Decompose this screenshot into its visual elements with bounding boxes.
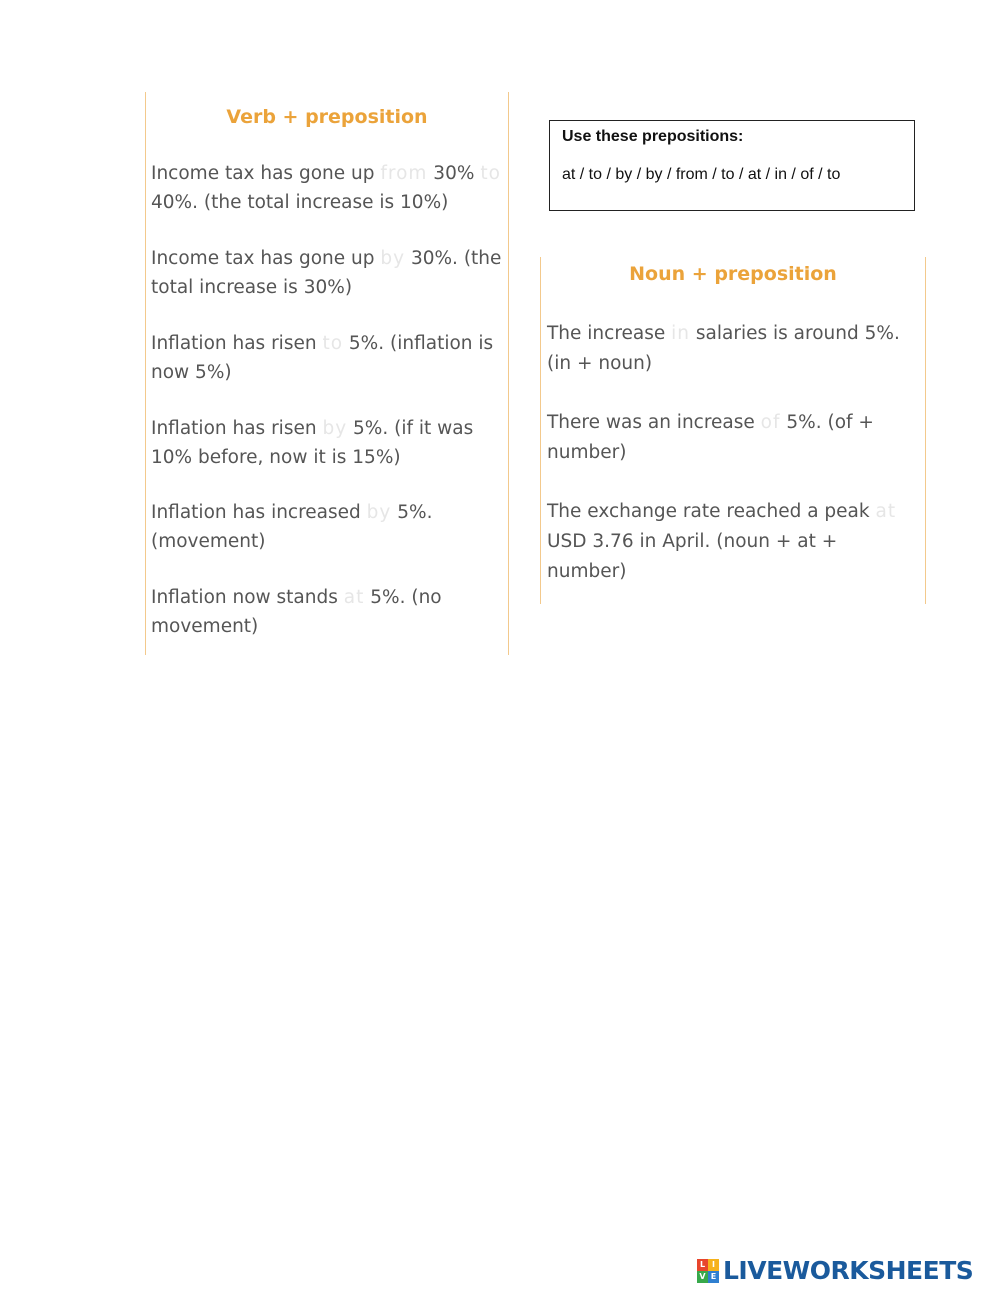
answer-gap[interactable]: by bbox=[322, 418, 348, 439]
answer-gap[interactable]: at bbox=[875, 501, 897, 522]
verb-sentence-4: Inflation has risen by 5%. (if it was 10% before, now it is 15%) bbox=[151, 415, 473, 472]
answer-gap[interactable]: of bbox=[760, 412, 781, 433]
badge-letter: I bbox=[708, 1259, 719, 1271]
word-box-title: Use these prepositions: bbox=[562, 128, 744, 145]
word-box-list: at / to / by / by / from / to / at / in / of / to bbox=[562, 166, 841, 183]
noun-section-title: Noun + preposition bbox=[629, 263, 837, 285]
badge-letter: L bbox=[697, 1259, 708, 1271]
noun-sentence-3: The exchange rate reached a peak at USD 3.76 in April. (noun + at + number) bbox=[547, 497, 896, 587]
verb-sentence-1: Income tax has gone up from 30% to 40%. (the total increase is 10%) bbox=[151, 160, 501, 217]
answer-gap[interactable]: to bbox=[480, 163, 501, 184]
preposition-word-box bbox=[549, 120, 915, 211]
verb-sentence-2: Income tax has gone up by 30%. (the total increase is 30%) bbox=[151, 245, 501, 302]
verb-section-title: Verb + preposition bbox=[226, 106, 428, 128]
verb-sentence-3: Inflation has risen to 5%. (inflation is now 5%) bbox=[151, 330, 493, 387]
noun-preposition-panel bbox=[540, 257, 926, 604]
liveworksheets-logo[interactable] bbox=[697, 1256, 973, 1285]
answer-gap[interactable]: by bbox=[366, 502, 392, 523]
noun-sentence-2: There was an increase of 5%. (of + number) bbox=[547, 408, 874, 468]
answer-gap[interactable]: to bbox=[322, 333, 344, 354]
logo-text: LIVEWORKSHEETS bbox=[723, 1256, 974, 1285]
answer-gap[interactable]: from bbox=[380, 163, 428, 184]
badge-letter: E bbox=[708, 1271, 719, 1283]
verb-sentence-6: Inflation now stands at 5%. (no movement) bbox=[151, 584, 442, 641]
badge-letter: V bbox=[697, 1271, 708, 1283]
noun-sentence-1: The increase in salaries is around 5%. (in + noun) bbox=[547, 319, 900, 379]
answer-gap[interactable]: by bbox=[380, 248, 406, 269]
answer-gap[interactable]: at bbox=[343, 587, 365, 608]
verb-preposition-panel bbox=[145, 92, 509, 655]
live-badge-icon bbox=[697, 1259, 719, 1283]
answer-gap[interactable]: in bbox=[671, 323, 691, 344]
verb-sentence-5: Inflation has increased by 5%. (movement) bbox=[151, 499, 433, 556]
